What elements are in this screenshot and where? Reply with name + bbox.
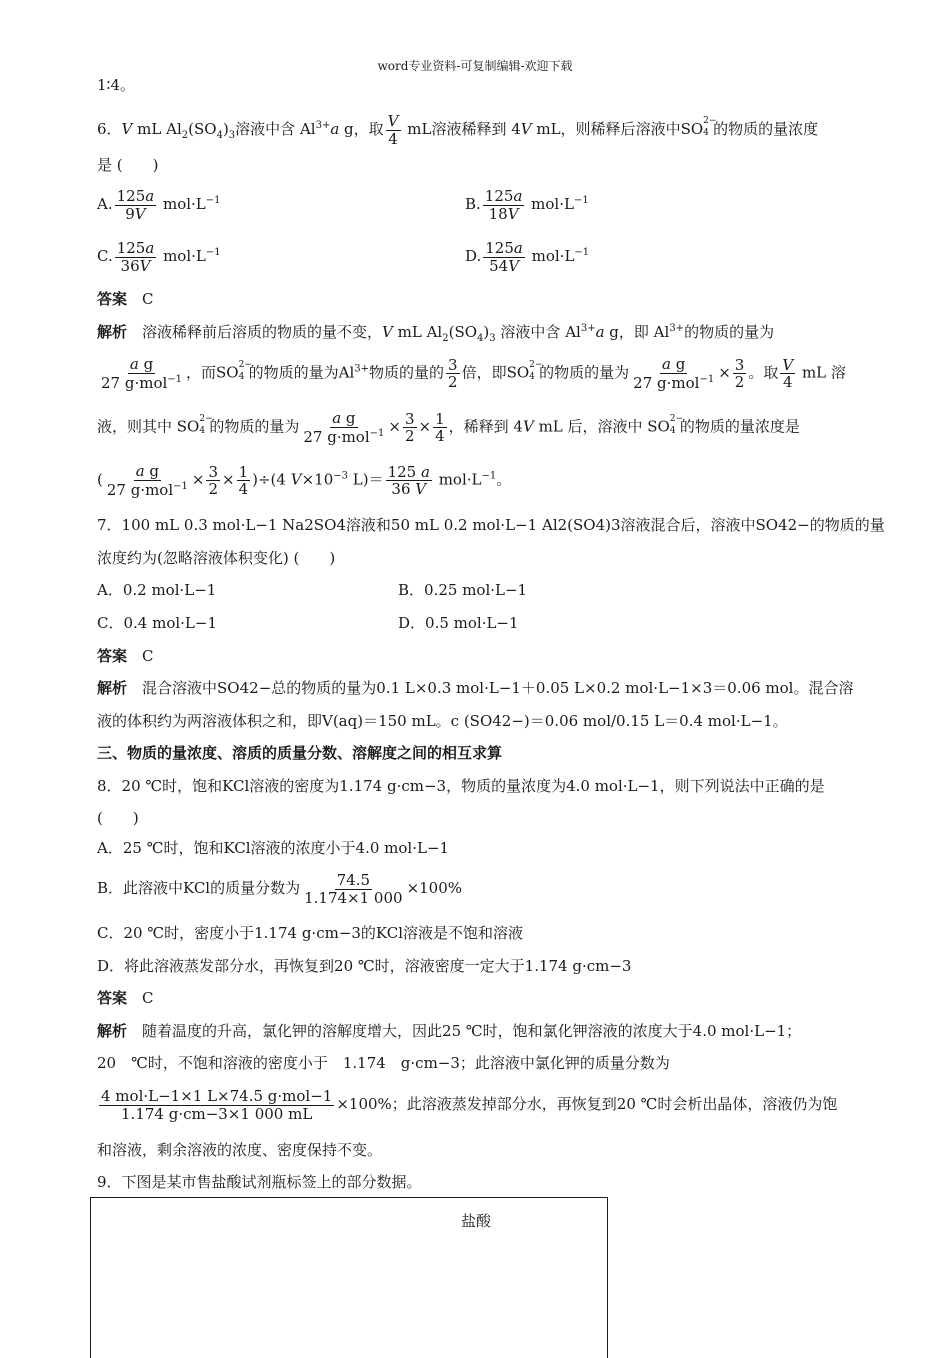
option-b: B．0.25 mol·L−1 (398, 581, 528, 599)
answer-label: 答案 (97, 290, 128, 308)
question-6-stem-cont: 是 ( ) (97, 156, 159, 174)
analysis-6-line1: 解析 溶液稀释前后溶质的物质的量不变，V mL $Al_2(SO_4)_3$ 溶液中含 $Al^{3+}a$ g，即 $Al^{3+}$的物质的量为 (97, 323, 775, 344)
answer-row-8 (97, 991, 154, 1006)
analysis-7-line2: 液的体积约为两溶液体积之和，即V(aq)＝150 mL。c (SO42−)＝0.06 mol/0.15 L＝0.4 mol·L−1。 (97, 712, 788, 730)
option-d: D．0.5 mol·L−1 (398, 614, 519, 632)
option-d: D. $\frac{125a}{54V}$ $mol\cdot L^{-1}$ (465, 239, 590, 275)
question-number: 6． (97, 120, 122, 138)
option-a: A．25 ℃时，饱和KCl溶液的浓度小于4.0 mol·L−1 (97, 839, 450, 857)
question-8-stem-line1: 8．20 ℃时，饱和KCl溶液的密度为1.174 g·cm−3，物质的量浓度为4.0 mol·L−1，则下列说法中正确的是 (97, 777, 825, 795)
option-c: C．20 ℃时，密度小于1.174 g·cm−3的KCl溶液是不饱和溶液 (97, 924, 524, 942)
option-a: A．0.2 mol·L−1 (97, 581, 217, 599)
question-7-stem-line1: 7．100 mL 0.3 mol·L−1 Na2SO4溶液和50 mL 0.2 mol·L−1 Al2(SO4)3溶液混合后，溶液中SO42−的物质的量 (97, 516, 885, 534)
analysis-7-line1: 解析 混合溶液中SO42−总的物质的量为0.1 L×0.3 mol·L−1＋0.05 L×0.2 mol·L−1×3＝0.06 mol。混合溶 (97, 679, 854, 697)
analysis-8-line3: $\frac{\text{4 mol·L−1×1 L×74.5 g·mol−1}}{1.174 g\cdot cm-3\times 1 000 mL}$ ×100%；此溶液蒸发掉部分水，再恢复到20 ℃时会析出晶体，溶液仍为饱 (101, 1087, 838, 1123)
option-b: B. $\frac{125a}{18V}$ $mol\cdot L^{-1}$ (465, 187, 589, 223)
previous-answer-tail: 1∶4。 (97, 76, 135, 94)
answer-row-7 (97, 649, 154, 664)
question-7-stem-line2: 浓度约为(忽略溶液体积变化) ( ) (97, 549, 336, 567)
label-title: 盐酸 (461, 1212, 492, 1230)
analysis-8-line1: 解析 随着温度的升高，氯化钾的溶解度增大，因此25 ℃时，饱和氯化钾溶液的浓度大于4.0 mol·L−1； (97, 1022, 802, 1040)
answer-label: 答案 (97, 989, 128, 1007)
option-d: D．将此溶液蒸发部分水，再恢复到20 ℃时，溶液密度一定大于1.174 g·cm−3 (97, 957, 632, 975)
reagent-label-box (90, 1197, 608, 1358)
option-c: C．0.4 mol·L−1 (97, 614, 217, 632)
option-a: A. $\frac{125a}{9V}$ $mol\cdot L^{-1}$ (97, 187, 221, 223)
section-heading: 三、物质的量浓度、溶质的质量分数、溶解度之间的相互求算 (97, 744, 503, 762)
question-9-stem: 9．下图是某市售盐酸试剂瓶标签上的部分数据。 (97, 1173, 422, 1191)
answer-value: C (142, 989, 154, 1007)
analysis-6-line3: 液，则其中 SO 2− 4 的物质的量为 $\frac{\text{a g}}{27 g\cdot mol^{-1}}$ × $\frac{3}{2}$ × $\frac{1}{4}$ ，稀释到 4V mL 后，溶液中 SO 2− 4 的物质的量浓度是 (97, 409, 800, 446)
answer-label: 答案 (97, 647, 128, 665)
answer-value: C (142, 647, 154, 665)
analysis-8-line4: 和溶液，剩余溶液的浓度、密度保持不变。 (97, 1141, 383, 1159)
analysis-8-line2: 20 ℃时，不饱和溶液的密度小于 1.174 g·cm−3；此溶液中氯化钾的质量分数为 (97, 1054, 670, 1072)
question-6-stem: 6．V mL $Al_2(SO_4)_3$溶液中含 $Al^{3+}a$ g，取 $\frac{V}{4}$ mL溶液稀释到 4V mL，则稀释后溶液中SO 2− 4 的物质的量浓度 (97, 112, 819, 148)
question-8-stem-line2: ( ) (97, 809, 139, 827)
analysis-6-line4: ( $\frac{\text{a g}}{27 g\cdot mol^{-1}}$ × $\frac{3}{2}$ × $\frac{1}{4}$ )÷(4 $V\times 10^{-3}$ L)＝ $\frac{125 a}{36 V}$ $mol\cdot L^{-1}$。 (97, 462, 512, 499)
answer-value: C (142, 290, 154, 308)
analysis-6-line2: $\frac{\text{a g}}{27 g\cdot mol^{-1}}$ ，而SO 2− 4 的物质的量为$Al^{3+}$物质的量的 $\frac{3}{2}$ 倍，即SO 2− 4 的物质的量为 $\frac{\text{a g}}{27 g\cdot mol^{-1}}$ × $\frac{3}{2}$ 。取 $\frac{V}{4}$ mL 溶 (101, 355, 846, 392)
answer-row-6 (97, 292, 154, 307)
page-header: word专业资料-可复制编辑-欢迎下载 (377, 59, 573, 73)
option-b: B．此溶液中KCl的质量分数为 $\frac{74.5}{1.174\times 1 000}$ ×100% (97, 871, 463, 907)
option-c: C. $\frac{125a}{36V}$ $mol\cdot L^{-1}$ (97, 239, 221, 275)
